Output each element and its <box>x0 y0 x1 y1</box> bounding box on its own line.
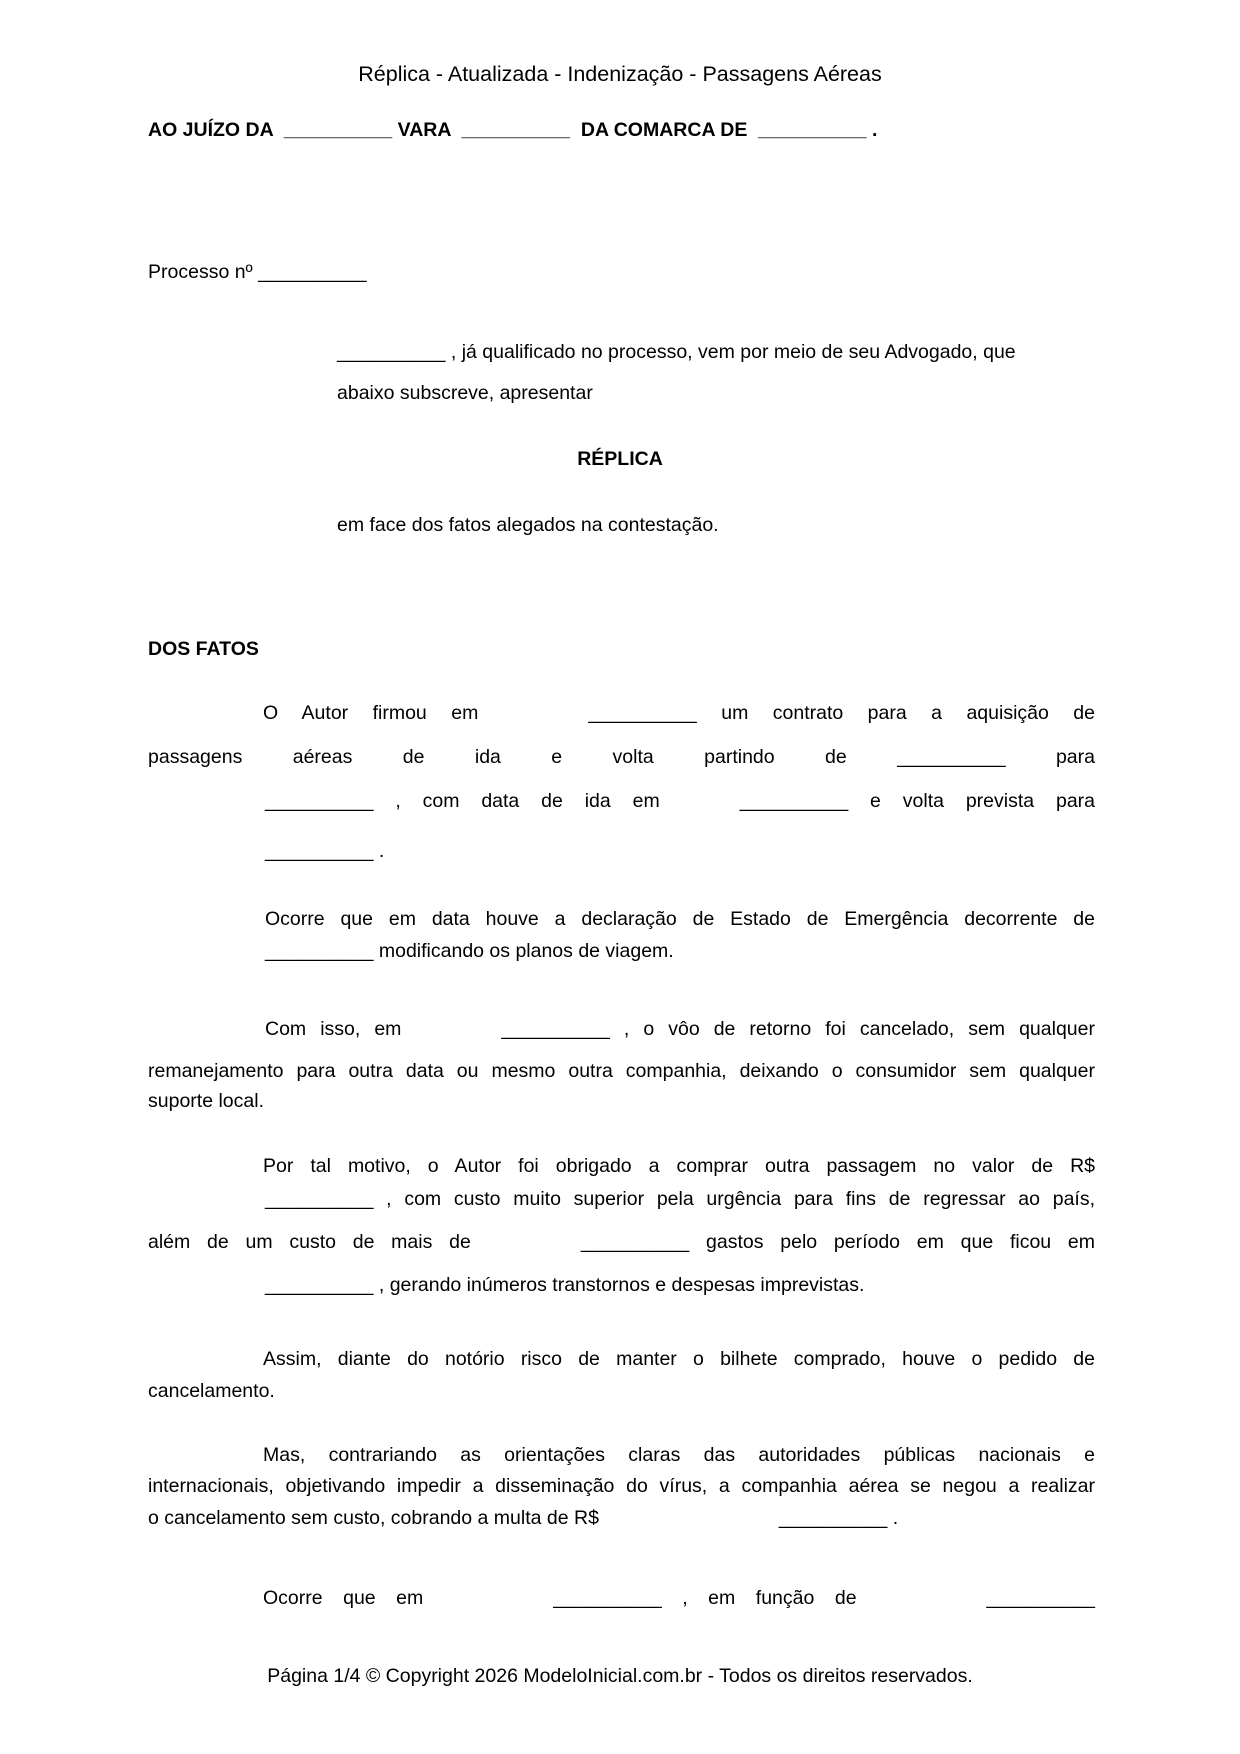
body-line-l8: remanejamento para outra data ou mesmo outra companhia, deixando o consumidor sem qualquer <box>148 1060 1095 1082</box>
body-line-l6: __________ modificando os planos de viagem. <box>265 940 674 962</box>
text-segment: __________ um contrato para a aquisição de <box>588 702 1095 724</box>
tab-gap <box>423 1603 553 1604</box>
text-segment: __________ e volta prevista para <box>739 790 1096 812</box>
body-line-l14: Assim, diante do notório risco de manter o bilhete comprado, houve o pedido de <box>263 1348 1095 1370</box>
party-qualification-line-1: __________ , já qualificado no processo, vem por meio de seu Advogado, que <box>337 341 1016 363</box>
text-segment: além de um custo de mais de <box>148 1231 471 1253</box>
body-line-l19 <box>263 1587 1095 1610</box>
replica-heading: RÉPLICA <box>577 448 663 470</box>
tab-gap <box>599 1523 779 1524</box>
tab-gap <box>660 806 740 807</box>
body-line-l18 <box>148 1507 898 1530</box>
process-number-line: Processo nº __________ <box>148 261 367 283</box>
body-line-l15: cancelamento. <box>148 1380 275 1402</box>
body-line-l13: __________ , gerando inúmeros transtornos e despesas imprevistas. <box>265 1274 865 1296</box>
text-segment: __________ gastos pelo período em que ficou em <box>580 1231 1095 1253</box>
text-segment: Ocorre que em <box>263 1587 424 1609</box>
body-line-l12 <box>148 1231 1095 1254</box>
tab-gap <box>857 1603 987 1604</box>
dos-fatos-heading: DOS FATOS <box>148 638 259 660</box>
page-footer: Página 1/4 © Copyright 2026 ModeloInicial.com.br - Todos os direitos reservados. <box>267 1665 973 1687</box>
text-segment: __________ , com data de ida em <box>265 790 660 812</box>
court-header-line: AO JUÍZO DA __________ VARA __________ DA COMARCA DE __________ . <box>148 119 878 141</box>
text-segment: o cancelamento sem custo, cobrando a multa de R$ <box>148 1507 599 1529</box>
body-line-l11: __________ , com custo muito superior pela urgência para fins de regressar ao país, <box>265 1188 1095 1210</box>
body-line-l4: __________ . <box>265 840 385 862</box>
doc-title: Réplica - Atualizada - Indenização - Passagens Aéreas <box>358 62 882 86</box>
body-line-l7 <box>265 1018 1095 1041</box>
tab-gap <box>401 1034 501 1035</box>
body-line-l5: Ocorre que em data houve a declaração de Estado de Emergência decorrente de <box>265 908 1095 930</box>
party-qualification-line-2: abaixo subscreve, apresentar <box>337 382 593 404</box>
body-line-l17: internacionais, objetivando impedir a disseminação do vírus, a companhia aérea se negou a realizar <box>148 1475 1095 1497</box>
text-segment: __________ , em função de <box>553 1587 857 1609</box>
body-line-l3 <box>265 790 1095 813</box>
body-line-l16: Mas, contrariando as orientações claras das autoridades públicas nacionais e <box>263 1444 1095 1466</box>
tab-gap <box>478 718 588 719</box>
text-segment: __________ . <box>778 1507 899 1529</box>
body-line-l1 <box>263 702 1095 725</box>
text-segment: O Autor firmou em <box>263 702 479 724</box>
emface-line: em face dos fatos alegados na contestação. <box>337 514 719 536</box>
body-line-l10: Por tal motivo, o Autor foi obrigado a comprar outra passagem no valor de R$ <box>263 1155 1095 1177</box>
tab-gap <box>471 1247 581 1248</box>
body-line-l9: suporte local. <box>148 1090 264 1112</box>
body-line-l2: passagens aéreas de ida e volta partindo de __________ para <box>148 746 1095 768</box>
text-segment: __________ , o vôo de retorno foi cancelado, sem qualquer <box>501 1018 1095 1040</box>
text-segment: Com isso, em <box>265 1018 402 1040</box>
text-segment: __________ <box>986 1587 1095 1609</box>
